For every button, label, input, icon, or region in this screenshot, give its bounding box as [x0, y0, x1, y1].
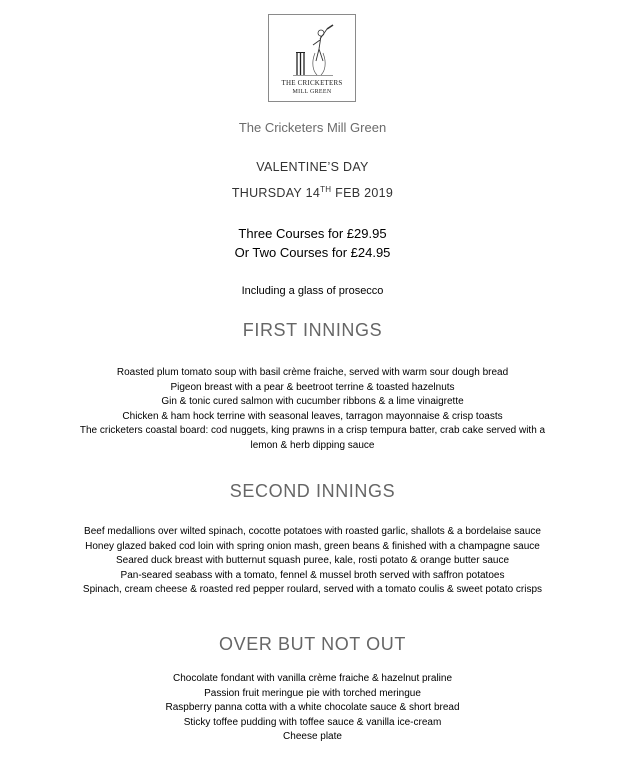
- menu-item: Gin & tonic cured salmon with cucumber ribbons & a lime vinaigrette: [161, 396, 464, 408]
- venue-name: The Cricketers Mill Green: [238, 120, 387, 135]
- starters-list: [0, 366, 625, 454]
- menu-item: The cricketers coastal board: cod nuggets, king prawns in a crisp tempura batter, crab cake served with a: [79, 425, 546, 437]
- menu-item: Chicken & ham hock terrine with seasonal leaves, tarragon mayonnaise & crisp toasts: [122, 410, 503, 422]
- menu-item: Chocolate fondant with vanilla crème fraiche & hazelnut praline: [172, 673, 453, 684]
- logo: [268, 14, 356, 102]
- menu-item: Honey glazed baked cod loin with spring onion mash, green beans & finished with a champagne sauce: [85, 540, 540, 552]
- event-date-suffix: TH: [320, 185, 332, 194]
- menu-item: Beef medallions over wilted spinach, cocotte potatoes with roasted garlic, shallots & a bordelaise sauce: [84, 526, 541, 537]
- menu-item: Roasted plum tomato soup with basil crème fraiche, served with warm sour dough bread: [116, 367, 509, 378]
- event-date-day: THURSDAY 14: [231, 186, 321, 201]
- menu-item: Raspberry panna cotta with a white chocolate sauce & short bread: [165, 702, 460, 714]
- logo-text-line2: MILL GREEN: [292, 89, 332, 95]
- section-title-mains: SECOND INNINGS: [229, 481, 396, 501]
- menu-item: Seared duck breast with butternut squash puree, kale, rosti potato & orange butter sauce: [115, 555, 510, 567]
- event-date-month-year: FEB 2019: [331, 186, 394, 201]
- event-date: [0, 185, 625, 200]
- desserts-list: [0, 672, 625, 745]
- price-three-courses: Three Courses for £29.95: [238, 226, 387, 241]
- mains-list: [0, 525, 625, 598]
- menu-item-continuation: lemon & herb dipping sauce: [250, 439, 375, 451]
- menu-item: Cheese plate: [283, 731, 342, 743]
- prosecco-note: Including a glass of prosecco: [241, 285, 384, 297]
- event-name: VALENTINE’S DAY: [256, 160, 369, 174]
- section-title-desserts: OVER BUT NOT OUT: [219, 634, 406, 654]
- menu-item: Pigeon breast with a pear & beetroot terrine & toasted hazelnuts: [170, 381, 455, 393]
- menu-item: Spinach, cream cheese & roasted red pepper roulard, served with a tomato coulis & sweet potato crisps: [82, 584, 543, 596]
- cricketer-illustration: [291, 23, 335, 77]
- price-two-courses: Or Two Courses for £24.95: [234, 245, 391, 260]
- menu-item: Passion fruit meringue pie with torched meringue: [204, 687, 421, 699]
- menu-item: Pan-seared seabass with a tomato, fennel & mussel broth served with saffron potatoes: [120, 569, 505, 581]
- menu-item: Sticky toffee pudding with toffee sauce & vanilla ice-cream: [183, 716, 442, 728]
- logo-text-line1: THE CRICKETERS: [281, 79, 343, 87]
- section-title-starters: FIRST INNINGS: [242, 320, 383, 340]
